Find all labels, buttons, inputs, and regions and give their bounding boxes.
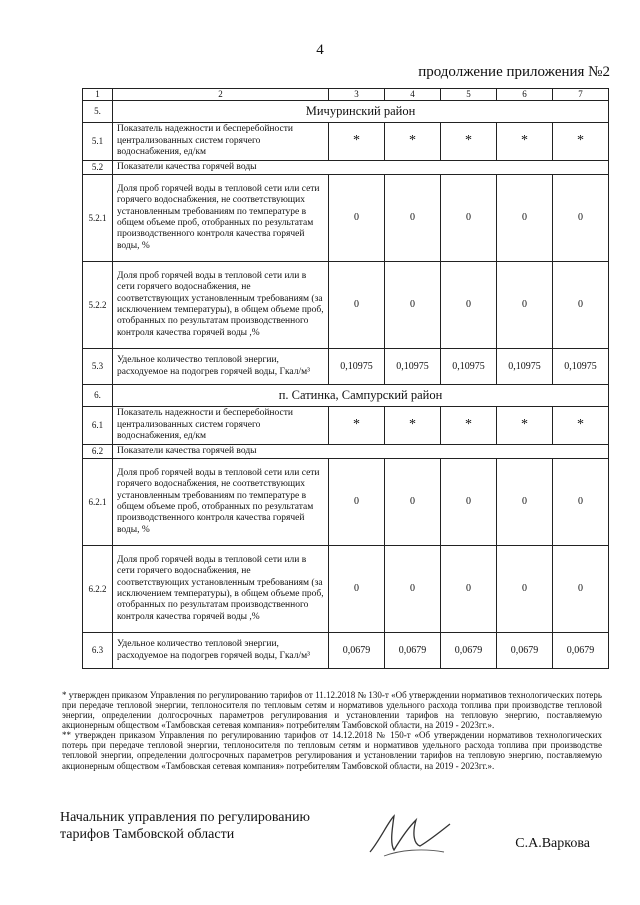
value-cell: 0,10975 [553,349,609,385]
footnote: ** утвержден приказом Управления по регулированию тарифов от 14.12.2018 № 150-т «Об утверждении нормативов технологических потерь при передаче тепловой энергии, теплоносителя по тепловым сетям и нормативов удельного расхода топлива при производстве тепловой энергии, определении долгосрочных параметров регулирования и установлении тарифов на тепловую энергию, поставляемую акционерным обществом «Тамбовская сетевая компания» потребителям Тамбовской области, на 2019 - 2023гг.». [62,730,602,771]
row-number: 5.2 [83,161,113,175]
row-number: 5.2.1 [83,175,113,262]
value-cell: * [329,407,385,445]
row-number: 6.2 [83,445,113,459]
value-cell: 0 [441,459,497,546]
column-number-row [83,89,609,101]
table-body [83,89,609,669]
column-number: 7 [553,89,609,101]
table-row [83,175,609,262]
column-number: 5 [441,89,497,101]
value-cell: 0 [329,262,385,349]
row-number: 6.1 [83,407,113,445]
row-number: 5.1 [83,123,113,161]
table-row [83,123,609,161]
value-cell: * [385,123,441,161]
value-cell: 0,10975 [385,349,441,385]
value-cell: 0 [553,262,609,349]
column-number: 3 [329,89,385,101]
table-row [83,459,609,546]
value-cell: 0 [329,459,385,546]
signer-title [60,810,360,844]
column-number: 2 [113,89,329,101]
indicator-description: Показатель надежности и бесперебойности централизованных систем горячего водоснабжения, ед/км [113,123,329,161]
section-title: п. Сатинка, Сампурский район [113,385,609,407]
value-cell: * [385,407,441,445]
page-number: 4 [316,42,324,58]
value-cell: 0 [553,546,609,633]
indicator-description: Удельное количество тепловой энергии, расходуемое на подогрев горячей воды, Гкал/м³ [113,349,329,385]
value-cell: 0 [441,546,497,633]
indicator-description: Доля проб горячей воды в тепловой сети или в сети горячего водоснабжения, не соответствующих установленным требованиям (за исключением температуры), в общем объеме проб, отобранных по результатам производственного контроля качества горячей воды ,% [113,546,329,633]
table-row [83,262,609,349]
indicator-description: Доля проб горячей воды в тепловой сети или сети горячего водоснабжения, не соответствующих установленным требованиям по температуре в общем объеме проб, отобранных по результатам производственного контроля качества горячей воды, % [113,459,329,546]
row-number: 5.2.2 [83,262,113,349]
value-cell: * [497,123,553,161]
value-cell: * [441,123,497,161]
column-number: 1 [83,89,113,101]
value-cell: 0 [329,546,385,633]
signer-title-line: тарифов Тамбовской области [60,826,235,842]
section-header-row [83,101,609,123]
value-cell: 0 [441,175,497,262]
value-cell: 0 [385,546,441,633]
indicator-description: Доля проб горячей воды в тепловой сети или сети горячего водоснабжения, не соответствующих установленным требованиям по температуре в общем объеме проб, отобранных по результатам производственного контроля качества горячей воды, % [113,175,329,262]
column-number: 4 [385,89,441,101]
table-row [83,633,609,669]
value-cell: 0 [385,459,441,546]
signature-block [60,810,600,860]
value-cell: 0 [385,262,441,349]
indicator-description: Удельное количество тепловой энергии, расходуемое на подогрев горячей воды, Гкал/м³ [113,633,329,669]
footnote: * утвержден приказом Управления по регулированию тарифов от 11.12.2018 № 130-т «Об утверждении нормативов технологических потерь при передаче тепловой энергии, теплоносителя по тепловым сетям и нормативов удельного расхода топлива при производстве тепловой энергии, определении долгосрочных параметров регулирования и установлении тарифов на тепловую энергию, поставляемую акционерным обществом «Тамбовская сетевая компания» потребителям Тамбовской области, на 2019 - 2023гг.». [62,690,602,731]
value-cell: 0,10975 [329,349,385,385]
value-cell: 0 [385,175,441,262]
value-cell: 0 [553,459,609,546]
continuation-label: продолжение приложения №2 [418,64,610,80]
indicator-description: Доля проб горячей воды в тепловой сети или в сети горячего водоснабжения, не соответствующих установленным требованиям (за исключением температуры), в общем объеме проб, отобранных по результатам производственного контроля качества горячей воды ,% [113,262,329,349]
value-cell: 0 [329,175,385,262]
value-cell: 0 [497,262,553,349]
section-header-row [83,385,609,407]
row-number: 6.3 [83,633,113,669]
value-cell: 0 [553,175,609,262]
value-cell: 0,0679 [329,633,385,669]
row-number: 6.2.1 [83,459,113,546]
indicator-description: Показатель надежности и бесперебойности централизованных систем горячего водоснабжения, ед/км [113,407,329,445]
section-number: 6. [83,385,113,407]
section-number: 5. [83,101,113,123]
value-cell: 0 [497,459,553,546]
table-row [83,546,609,633]
row-number: 6.2.2 [83,546,113,633]
table-row [83,445,609,459]
value-cell: 0,10975 [441,349,497,385]
value-cell: 0 [497,546,553,633]
value-cell: 0 [497,175,553,262]
subheading-cell: Показатели качества горячей воды [113,445,609,459]
signer-name: С.А.Варкова [515,836,590,851]
value-cell: * [553,407,609,445]
footnotes [62,690,602,771]
subheading-cell: Показатели качества горячей воды [113,161,609,175]
value-cell: 0,0679 [553,633,609,669]
handwritten-signature [360,810,470,860]
value-cell: * [553,123,609,161]
signer-title-line: Начальник управления по регулированию [60,810,310,825]
table-row [83,407,609,445]
value-cell: * [329,123,385,161]
value-cell: * [497,407,553,445]
indicators-table [82,88,609,669]
column-number: 6 [497,89,553,101]
value-cell: * [441,407,497,445]
value-cell: 0,0679 [385,633,441,669]
value-cell: 0,10975 [497,349,553,385]
row-number: 5.3 [83,349,113,385]
table-row [83,349,609,385]
value-cell: 0,0679 [497,633,553,669]
table-row [83,161,609,175]
value-cell: 0,0679 [441,633,497,669]
value-cell: 0 [441,262,497,349]
section-title: Мичуринский район [113,101,609,123]
